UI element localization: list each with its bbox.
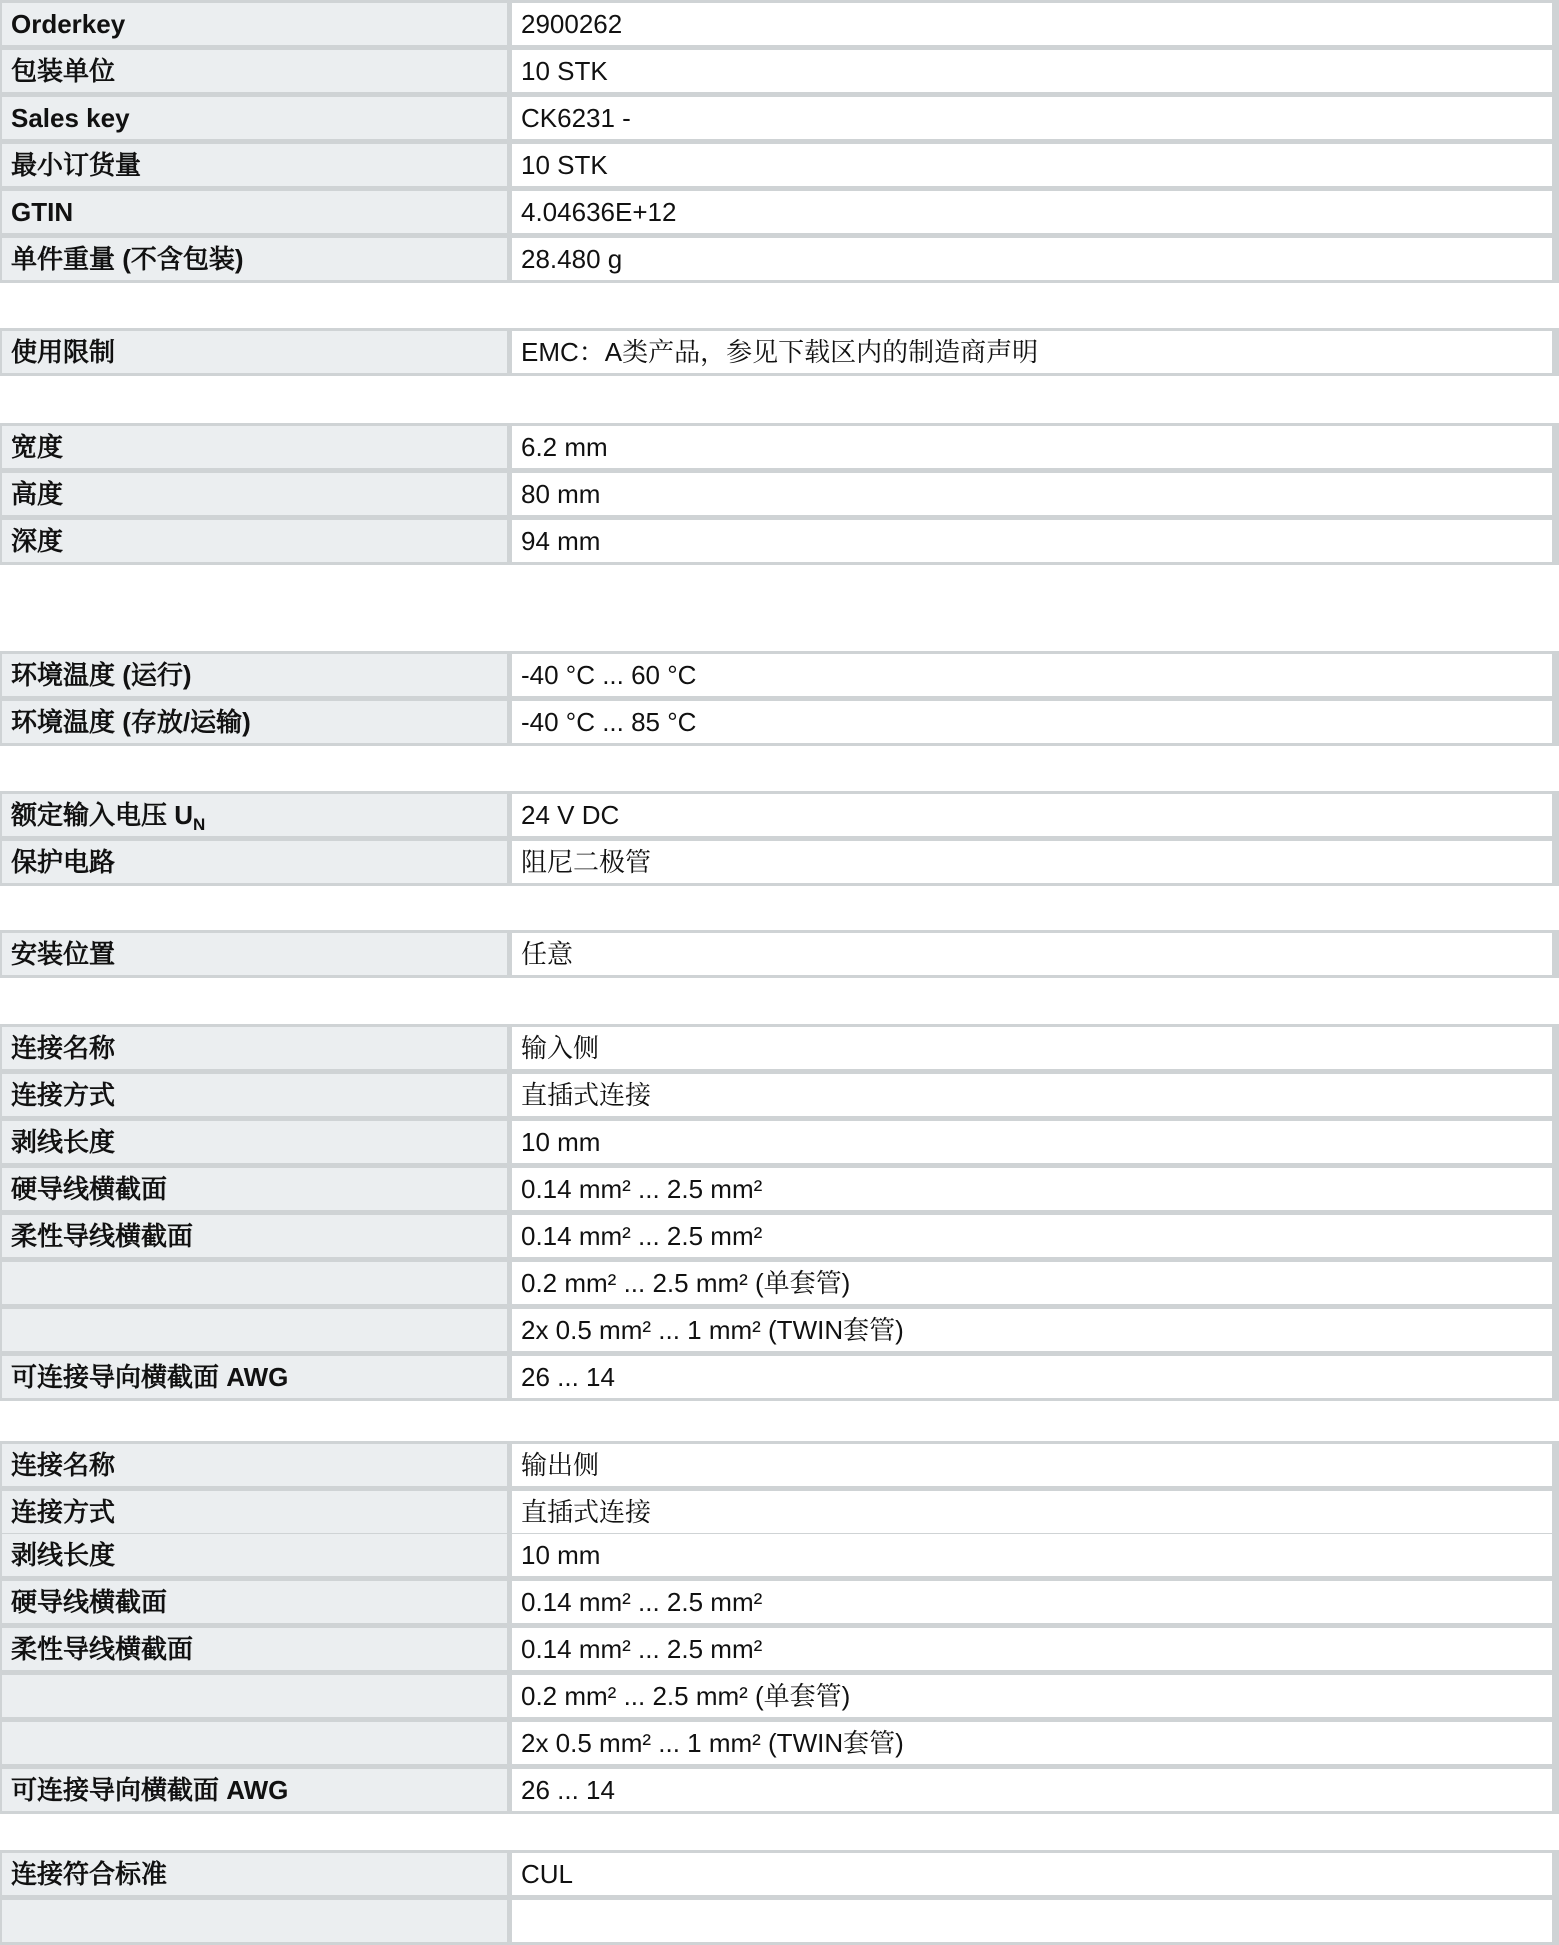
spec-value xyxy=(512,1900,1552,1942)
spec-label xyxy=(2,238,507,280)
spec-value-text: 94 mm xyxy=(521,526,601,556)
spec-value xyxy=(512,426,1552,468)
spec-value xyxy=(512,841,1552,883)
spec-value xyxy=(512,1491,1552,1533)
spec-row xyxy=(2,1533,1552,1576)
spec-value-text: 直插式连接 xyxy=(521,1080,652,1110)
spec-section-mounting xyxy=(0,930,1559,978)
spec-row xyxy=(2,1069,1552,1116)
spec-value-text: 6.2 mm xyxy=(521,432,608,462)
spec-label xyxy=(2,1074,507,1116)
spec-value xyxy=(512,1168,1552,1210)
spec-value xyxy=(512,1722,1552,1764)
spec-value xyxy=(512,1675,1552,1717)
spec-value xyxy=(512,1309,1552,1351)
spec-value xyxy=(512,1074,1552,1116)
spec-label xyxy=(2,794,507,836)
spec-label-text: 柔性导线横截面 xyxy=(11,1221,194,1251)
spec-value-text: 26 ... 14 xyxy=(521,1775,615,1805)
spec-label-text: 包装单位 xyxy=(11,56,116,86)
spec-label xyxy=(2,97,507,139)
spec-value xyxy=(512,1628,1552,1670)
spec-label-text: 安装位置 xyxy=(11,939,116,969)
spec-label xyxy=(2,473,507,515)
spec-row xyxy=(2,45,1552,92)
spec-value xyxy=(512,1262,1552,1304)
spec-label-text: 硬导线横截面 xyxy=(11,1174,168,1204)
spec-value-text: 直插式连接 xyxy=(521,1497,652,1527)
spec-value-text: 80 mm xyxy=(521,479,601,509)
spec-value xyxy=(512,1581,1552,1623)
spec-label xyxy=(2,1215,507,1257)
spec-row xyxy=(2,233,1552,280)
spec-section-connection-output-side xyxy=(0,1441,1559,1814)
spec-label xyxy=(2,3,507,45)
spec-row xyxy=(2,1351,1552,1398)
spec-row xyxy=(2,468,1552,515)
spec-value xyxy=(512,1027,1552,1069)
spec-value-text: 28.480 g xyxy=(521,244,623,274)
spec-label xyxy=(2,1356,507,1398)
spec-section-standards xyxy=(0,1850,1559,1945)
spec-value-text: 0.2 mm² ... 2.5 mm² (单套管) xyxy=(521,1681,851,1711)
spec-value-text: 0.2 mm² ... 2.5 mm² (单套管) xyxy=(521,1268,851,1298)
spec-value-text: 0.14 mm² ... 2.5 mm² xyxy=(521,1634,763,1664)
spec-label-text: 深度 xyxy=(11,526,64,556)
spec-label xyxy=(2,331,507,373)
spec-label xyxy=(2,1121,507,1163)
spec-label-text: 单件重量 (不含包装) xyxy=(11,244,244,274)
spec-label xyxy=(2,1262,507,1304)
spec-label xyxy=(2,654,507,696)
spec-row xyxy=(2,1764,1552,1811)
spec-label-text: 连接名称 xyxy=(11,1450,116,1480)
spec-value xyxy=(512,933,1552,975)
spec-row xyxy=(2,654,1552,696)
spec-value xyxy=(512,1444,1552,1486)
spec-value xyxy=(512,1769,1552,1811)
spec-value-text: 2x 0.5 mm² ... 1 mm² (TWIN套管) xyxy=(521,1728,904,1758)
spec-value-text: 输入侧 xyxy=(521,1033,600,1063)
spec-value xyxy=(512,144,1552,186)
spec-value-text: 阻尼二极管 xyxy=(521,847,652,877)
spec-row xyxy=(2,1444,1552,1486)
spec-row xyxy=(2,426,1552,468)
spec-value-text: 10 STK xyxy=(521,150,608,180)
spec-value xyxy=(512,1853,1552,1895)
spec-value xyxy=(512,520,1552,562)
spec-label xyxy=(2,933,507,975)
spec-label xyxy=(2,1309,507,1351)
spec-label xyxy=(2,426,507,468)
spec-section-connection-input-side xyxy=(0,1024,1559,1401)
spec-label-text: 剥线长度 xyxy=(11,1540,116,1570)
spec-value xyxy=(512,238,1552,280)
spec-label-text: 硬导线横截面 xyxy=(11,1587,168,1617)
spec-label-text: 环境温度 (运行) xyxy=(11,660,192,690)
spec-value xyxy=(512,3,1552,45)
spec-label xyxy=(2,701,507,743)
spec-row xyxy=(2,1027,1552,1069)
spec-label-text: 柔性导线横截面 xyxy=(11,1634,194,1664)
spec-row xyxy=(2,186,1552,233)
spec-value xyxy=(512,97,1552,139)
spec-row xyxy=(2,1717,1552,1764)
spec-label xyxy=(2,1675,507,1717)
spec-row xyxy=(2,3,1552,45)
spec-value-text: -40 °C ... 60 °C xyxy=(521,660,697,690)
spec-label xyxy=(2,1581,507,1623)
spec-value xyxy=(512,1356,1552,1398)
spec-label xyxy=(2,1628,507,1670)
spec-value xyxy=(512,473,1552,515)
spec-label xyxy=(2,50,507,92)
spec-row xyxy=(2,1576,1552,1623)
spec-value-text: CK6231 - xyxy=(521,103,631,133)
spec-section-restrictions xyxy=(0,328,1559,376)
spec-value xyxy=(512,701,1552,743)
spec-value xyxy=(512,331,1552,373)
spec-label-text: 最小订货量 xyxy=(11,150,142,180)
spec-label xyxy=(2,1722,507,1764)
spec-value-text: 24 V DC xyxy=(521,800,620,830)
spec-value-text: 任意 xyxy=(521,939,574,969)
spec-label xyxy=(2,191,507,233)
spec-value-text: -40 °C ... 85 °C xyxy=(521,707,697,737)
spec-value-text: 10 STK xyxy=(521,56,608,86)
spec-label xyxy=(2,1444,507,1486)
spec-value xyxy=(512,1534,1552,1576)
spec-row xyxy=(2,1210,1552,1257)
spec-label xyxy=(2,1534,507,1576)
spec-label xyxy=(2,1168,507,1210)
spec-value-text: EMC：A类产品，参见下载区内的制造商声明 xyxy=(521,337,1039,367)
spec-value-text: 0.14 mm² ... 2.5 mm² xyxy=(521,1587,763,1617)
spec-row xyxy=(2,1257,1552,1304)
spec-row xyxy=(2,836,1552,883)
spec-value xyxy=(512,794,1552,836)
spec-value-text: 0.14 mm² ... 2.5 mm² xyxy=(521,1174,763,1204)
spec-label-text: Sales key xyxy=(11,103,130,133)
spec-row xyxy=(2,139,1552,186)
spec-label-text: GTIN xyxy=(11,197,74,227)
spec-row xyxy=(2,92,1552,139)
spec-label-text: 额定输入电压 U xyxy=(11,800,194,830)
spec-value xyxy=(512,50,1552,92)
spec-row xyxy=(2,1486,1552,1533)
spec-row xyxy=(2,1623,1552,1670)
spec-label xyxy=(2,144,507,186)
spec-section-ambient-temperature xyxy=(0,651,1559,746)
spec-label-text: 可连接导向横截面 AWG xyxy=(11,1775,289,1805)
spec-value-text: 26 ... 14 xyxy=(521,1362,615,1392)
spec-label-text: 连接方式 xyxy=(11,1497,116,1527)
spec-value-text: 10 mm xyxy=(521,1127,601,1157)
spec-label xyxy=(2,1769,507,1811)
spec-label-subscript: N xyxy=(193,815,206,835)
spec-row xyxy=(2,331,1552,373)
spec-value xyxy=(512,654,1552,696)
spec-label xyxy=(2,1491,507,1533)
spec-row xyxy=(2,1895,1552,1942)
spec-value-text: CUL xyxy=(521,1859,574,1889)
spec-value-text: 4.04636E+12 xyxy=(521,197,677,227)
spec-label xyxy=(2,841,507,883)
spec-label-text: 宽度 xyxy=(11,432,64,462)
spec-row xyxy=(2,1853,1552,1895)
spec-row xyxy=(2,1163,1552,1210)
spec-value-text: 2x 0.5 mm² ... 1 mm² (TWIN套管) xyxy=(521,1315,904,1345)
spec-row xyxy=(2,515,1552,562)
spec-section-input-data xyxy=(0,791,1559,886)
spec-row xyxy=(2,1116,1552,1163)
spec-section-dimensions xyxy=(0,423,1559,565)
spec-row xyxy=(2,696,1552,743)
spec-value xyxy=(512,1215,1552,1257)
spec-label-text: 可连接导向横截面 AWG xyxy=(11,1362,289,1392)
spec-value-text: 0.14 mm² ... 2.5 mm² xyxy=(521,1221,763,1251)
spec-row xyxy=(2,1304,1552,1351)
spec-value-text: 输出侧 xyxy=(521,1450,600,1480)
spec-label xyxy=(2,1027,507,1069)
spec-label-text: 高度 xyxy=(11,479,64,509)
spec-label-text: 连接名称 xyxy=(11,1033,116,1063)
spec-label-text: 保护电路 xyxy=(11,847,116,877)
spec-section-ordering xyxy=(0,0,1559,283)
spec-label xyxy=(2,520,507,562)
spec-value-text: 2900262 xyxy=(521,9,623,39)
spec-row xyxy=(2,933,1552,975)
spec-row xyxy=(2,1670,1552,1717)
spec-value xyxy=(512,191,1552,233)
spec-label-text: 环境温度 (存放/运输) xyxy=(11,707,251,737)
spec-label-text: 剥线长度 xyxy=(11,1127,116,1157)
spec-row xyxy=(2,794,1552,836)
spec-label-text: 使用限制 xyxy=(11,337,116,367)
spec-label xyxy=(2,1900,507,1942)
spec-label-text: 连接符合标准 xyxy=(11,1859,168,1889)
spec-value-text: 10 mm xyxy=(521,1540,601,1570)
spec-label xyxy=(2,1853,507,1895)
spec-label-text: 连接方式 xyxy=(11,1080,116,1110)
spec-label-text: Orderkey xyxy=(11,9,126,39)
spec-value xyxy=(512,1121,1552,1163)
